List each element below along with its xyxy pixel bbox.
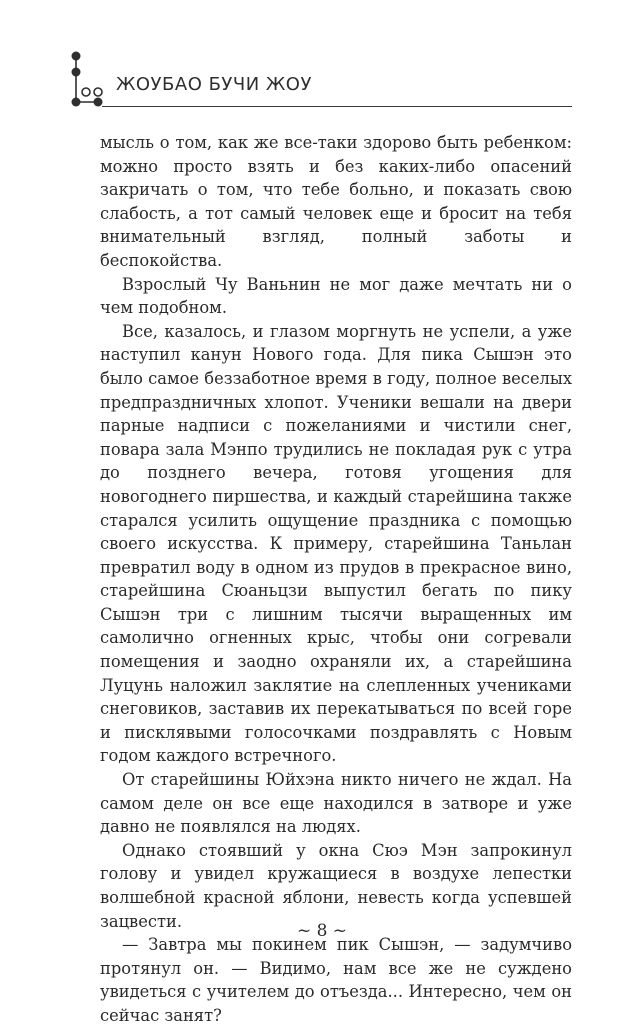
page-number: ~ 8 ~ [296, 921, 348, 941]
paragraph-6: — Завтра мы покинем пик Сышэн, — задумчиво протянул он. — Видимо, нам все же не суждено увидеться с учителем до отъезда... Интересно, чем он сейчас занят? [100, 935, 572, 1025]
header-ornament-icon [62, 44, 114, 114]
running-header [62, 44, 572, 114]
paragraph-5: Однако стоявший у окна Сюэ Мэн запрокинул голову и увидел кружащиеся в воздухе лепестки волшебной красной яблони, невесть когда успевшей зацвести. [100, 840, 572, 931]
paragraph-1: мысль о том, как же все-таки здорово быть ребенком: можно просто взять и без каких-либо опасений закричать о том, что тебе больно, и показать свою слабость, а тот самый человек еще и бросит на тебя внимательный взгляд, полный заботы и беспокойства. [100, 133, 572, 270]
page-body [100, 131, 572, 1028]
paragraph-4: От старейшины Юйхэна никто ничего не ждал. На самом деле он все еще находился в затворе и уже давно не появлялся на людях. [100, 770, 572, 837]
running-title: ЖОУБАО БУЧИ ЖОУ [116, 74, 312, 95]
header-rule [102, 106, 572, 107]
paragraph-3: Все, казалось, и глазом моргнуть не успели, а уже наступил канун Нового года. Для пика Сышэн это было самое беззаботное время в году, полное веселых предпраздничных хлопот. Ученики вешали на двери парные надписи с пожеланиями и чистили снег, повара зала Мэнпо трудились не покладая рук с утра до позднего вечера, готовя угощения для новогоднего пиршества, и каждый старейшина также старался усилить ощущение праздника с помощью своего искусства. К примеру, старейшина Таньлан превратил воду в одном из прудов в прекрасное вино, старейшина Сюаньцзи выпустил бегать по пику Сышэн три с лишним тысячи выращенных им самолично огненных крыс, чтобы они согревали помещения и заодно охраняли их, а старейшина Луцунь наложил заклятие на слепленных учениками снеговиков, заставив их перекатываться по всей горе и писклявыми голосочками поздравлять с Новым годом каждого встречного. [100, 321, 572, 766]
paragraph-2: Взрослый Чу Ваньнин не мог даже мечтать ни о чем подобном. [100, 274, 572, 318]
